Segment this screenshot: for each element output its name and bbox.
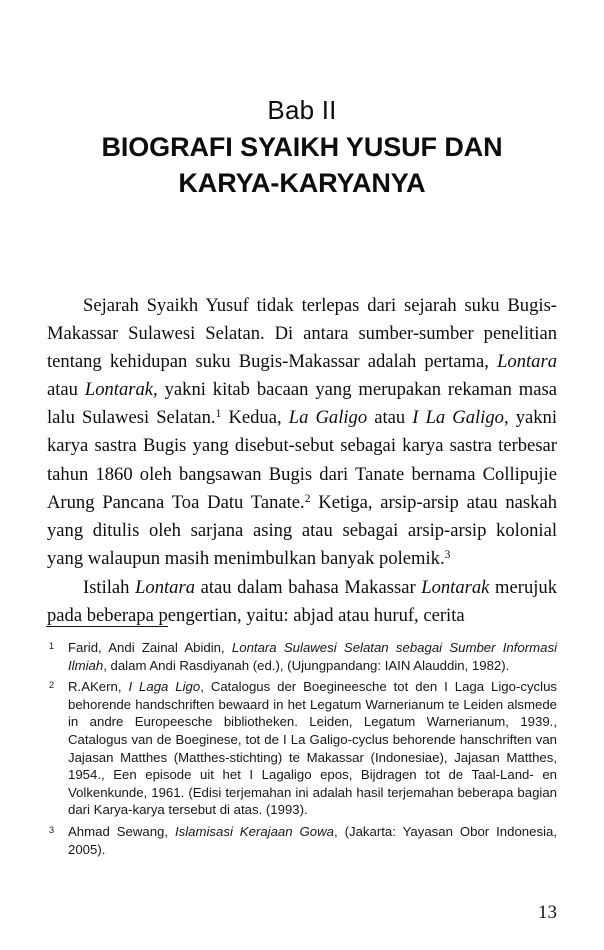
text-run: atau — [47, 379, 85, 401]
footnote-marker: 1 — [49, 641, 55, 651]
chapter-heading — [47, 94, 557, 201]
italic-text: Lontarak — [421, 576, 490, 598]
italic-text: Islamisasi Kerajaan Gowa — [174, 823, 334, 839]
page-title-line-1: BIOGRAFI SYAIKH YUSUF DAN — [101, 132, 503, 162]
footnote-list — [47, 639, 557, 858]
text-run: , (Jakarta: Yayasan Obor Indonesia, 2005). — [68, 823, 557, 857]
footnote-item — [47, 823, 557, 858]
italic-text: Lontara Sulawesi Selatan sebagai Sumber Informasi Ilmiah — [68, 640, 557, 673]
italic-text: Lontara — [497, 351, 557, 373]
body-text — [47, 292, 557, 630]
footnote-reference: 2 — [304, 492, 311, 505]
body-paragraph-2 — [47, 574, 557, 630]
footnote-item — [47, 639, 557, 674]
text-run: Ahmad Sewang, — [68, 823, 175, 839]
footnote-marker: 2 — [49, 680, 55, 691]
italic-text: La Galigo — [288, 407, 368, 429]
footnote-text — [68, 640, 557, 673]
footnote-item — [47, 678, 557, 819]
footnote-text — [68, 679, 557, 817]
text-run: , Catalogus der Boegineesche tot den I Laga Ligo-cyclus behorende handschriften bewaard in het Legatum Warnerianum te Leiden alsmede in andre Europeesche bibliotheken. Leiden, Legatum Warnerianum, 1939., Catalogus van de Boeginese, tot de I La Galigo-cyclus behorende hanschriften van Jajasan Matthes (Matthes-stichting) te Makassar (Indonesiae), Jajasan Matthes, 1954., Een episode uit het I Lagaligo epos, Bijdragen tot de Taal-Land- en Volkenkunde, 1961. (Edisi terjemahan ini adalah hasil terjemahan beberapa bagian dari Karya-karya tersebut di atas. (1993). — [68, 679, 557, 818]
page-number: 13 — [538, 902, 557, 923]
footnote-reference: 1 — [215, 408, 222, 421]
text-run: Istilah — [83, 576, 136, 598]
text-run: yakni kitab bacaan yang merupakan rekaman masa lalu Sulawesi Selatan. — [47, 379, 557, 429]
text-run: Kedua, — [221, 407, 289, 429]
page-title — [47, 129, 557, 201]
text-run: Farid, Andi Zainal Abidin, — [68, 640, 232, 655]
text-run: Ketiga, arsip-arsip atau naskah yang ditulis oleh sarjana asing atau sebagai arsip-arsip kolonial yang walaupun masih menimbulkan banyak polemik. — [47, 491, 557, 569]
page-title-line-2: KARYA-KARYANYA — [178, 168, 426, 198]
text-run: yakni karya sastra Bugis yang disebut-sebut sebagai karya sastra terbesar tahun 1860 oleh bangsawan Bugis dari Tanate bernama Collipujie Arung Pancana Toa Datu Tanate. — [47, 407, 558, 513]
footnote-marker: 3 — [49, 824, 55, 835]
italic-text: I Laga Ligo — [128, 679, 201, 695]
italic-text: Lontarak, — [84, 379, 158, 401]
text-run: Sejarah Syaikh Yusuf tidak terlepas dari sejarah suku Bugis-Makassar Sulawesi Selatan. Di antara sumber-sumber penelitian tentang kehidupan suku Bugis-Makassar adalah pertama, — [47, 295, 557, 373]
footnote-text — [68, 824, 557, 857]
body-paragraph-1 — [47, 292, 557, 573]
footnote-reference: 3 — [444, 548, 451, 561]
text-run: R.AKern, — [68, 679, 129, 695]
italic-text: Lontara — [135, 576, 196, 598]
footnote-separator-rule — [46, 626, 168, 627]
italic-text: I La Galigo, — [412, 407, 509, 429]
text-run: merujuk pada beberapa pengertian, yaitu: abjad atau huruf, cerita — [47, 576, 557, 627]
text-run: atau — [367, 407, 413, 429]
chapter-label: Bab II — [267, 95, 337, 125]
text-run: atau dalam bahasa Makassar — [195, 576, 422, 598]
text-run: , dalam Andi Rasdiyanah (ed.), (Ujungpandang: IAIN Alauddin, 1982). — [103, 657, 510, 673]
